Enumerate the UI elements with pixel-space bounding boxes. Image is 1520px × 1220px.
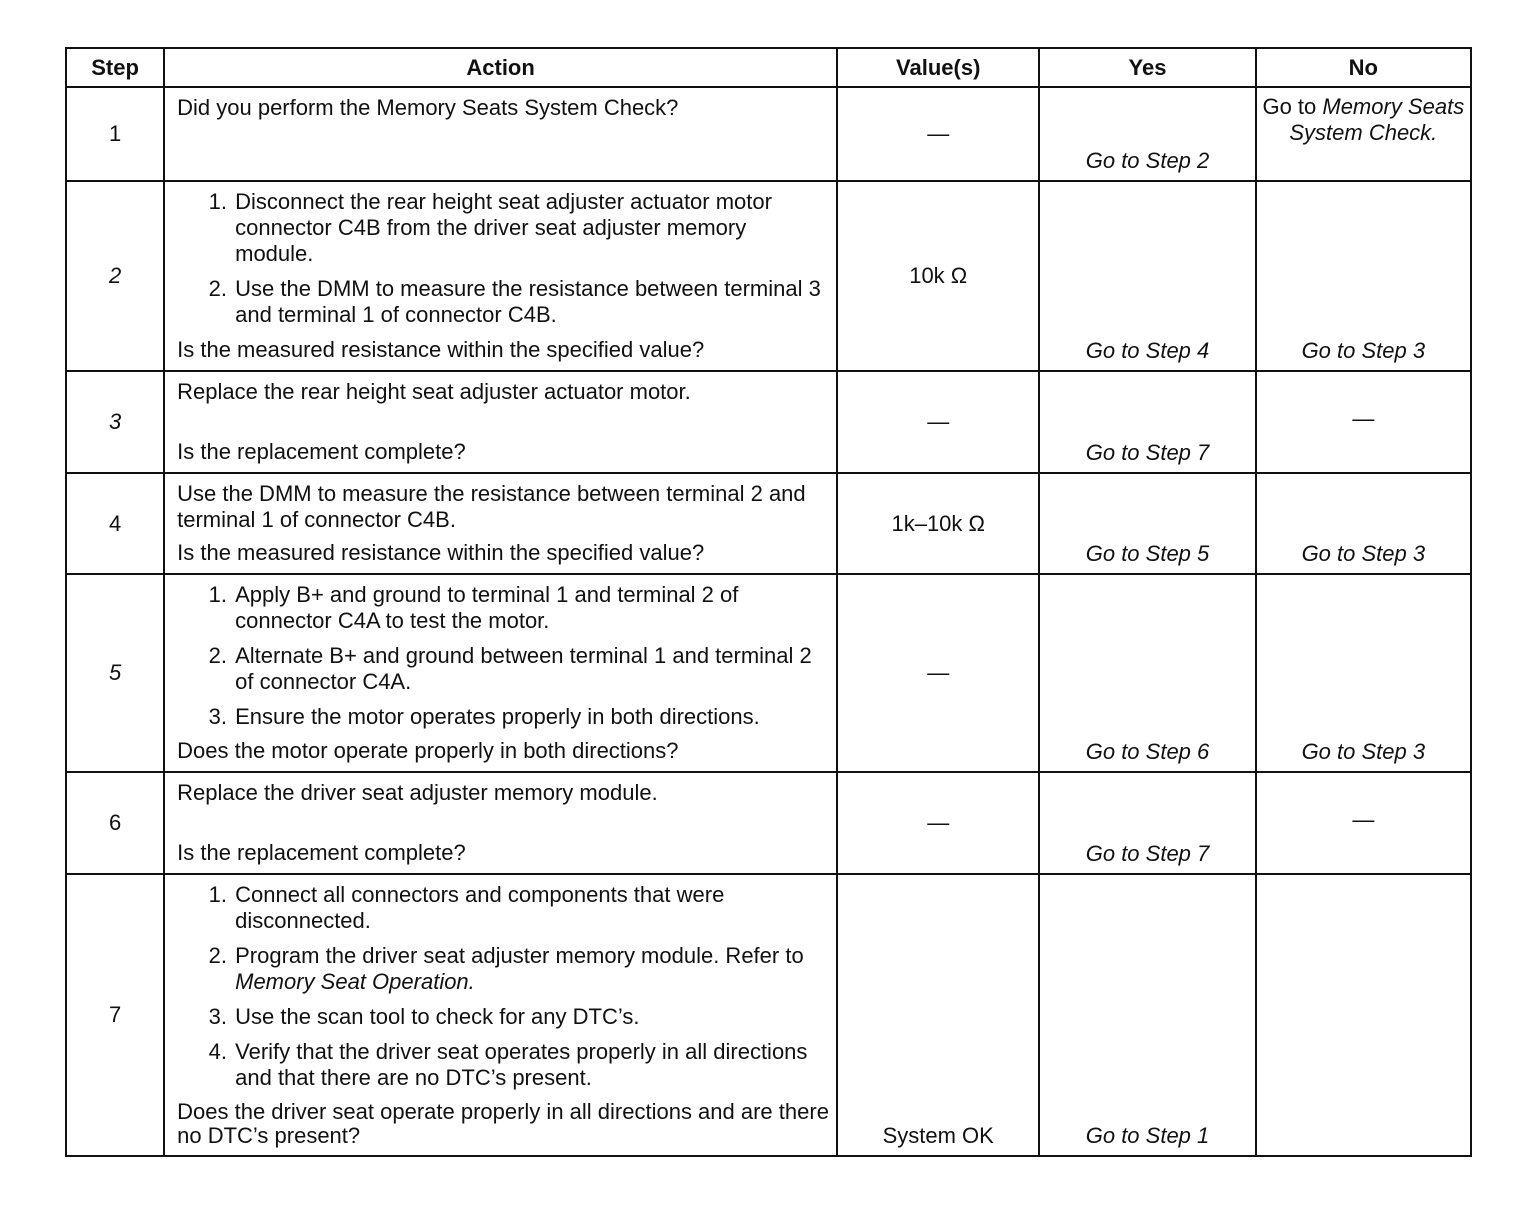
diagnostic-table — [65, 47, 1472, 1157]
step-number: 1 — [66, 87, 164, 181]
value-text: 1k–10k Ω — [891, 510, 985, 536]
yes-cell: Go to Step 2 — [1039, 87, 1255, 181]
value-text: 10k Ω — [909, 263, 968, 288]
action-question: Is the replacement complete? — [177, 439, 466, 464]
step-number: 4 — [66, 473, 164, 574]
action-cell — [164, 772, 837, 874]
header-no: No — [1256, 48, 1471, 87]
header-values: Value(s) — [837, 48, 1039, 87]
action-cell — [164, 473, 837, 574]
step-number: 2 — [66, 181, 164, 371]
yes-cell: Go to Step 5 — [1039, 473, 1255, 574]
action-question: Is the measured resistance within the specified value? — [177, 337, 705, 362]
header-action: Action — [164, 48, 837, 87]
action-step: 3. Ensure the motor operates properly in both directions. — [233, 704, 830, 730]
action-step: 3. Use the scan tool to check for any DTC’s. — [233, 1004, 830, 1030]
value-text: — — [927, 409, 950, 434]
yes-cell: Go to Step 1 — [1039, 874, 1255, 1156]
action-text: Did you perform the Memory Seats System Check? — [177, 95, 679, 120]
yes-cell: Go to Step 7 — [1039, 371, 1255, 473]
no-cell: Go to Step 3 — [1256, 574, 1471, 772]
action-step: 1. Apply B+ and ground to terminal 1 and terminal 2 of connector C4A to test the motor. — [233, 582, 830, 634]
value-text: System OK — [882, 1123, 994, 1148]
yes-cell: Go to Step 6 — [1039, 574, 1255, 772]
action-step: 1. Disconnect the rear height seat adjuster actuator motor connector C4B from the driver seat adjuster memory module. — [233, 189, 830, 267]
step-number: 3 — [66, 371, 164, 473]
action-question: Is the measured resistance within the specified value? — [177, 540, 705, 565]
step-number: 5 — [66, 574, 164, 772]
value-text: — — [927, 810, 950, 835]
table-row — [66, 772, 1471, 874]
table-row — [66, 371, 1471, 473]
value-cell — [837, 181, 1039, 371]
action-step: 4. Verify that the driver seat operates properly in all directions and that there are no DTC’s present. — [233, 1039, 830, 1091]
no-cell: — — [1256, 772, 1471, 874]
reference-link: Memory Seat Operation. — [235, 969, 475, 994]
action-step-text: Program the driver seat adjuster memory module. Refer to — [235, 943, 804, 968]
value-cell — [837, 473, 1039, 574]
value-cell — [837, 874, 1039, 1156]
yes-cell: Go to Step 4 — [1039, 181, 1255, 371]
value-cell — [837, 87, 1039, 181]
action-steps — [177, 582, 830, 730]
action-cell — [164, 574, 837, 772]
no-cell — [1256, 87, 1471, 181]
action-question: Does the driver seat operate properly in all directions and are there no DTC’s present? — [177, 1099, 829, 1148]
action-cell — [164, 87, 837, 181]
no-cell: Go to Step 3 — [1256, 181, 1471, 371]
action-step — [233, 943, 830, 995]
action-cell — [164, 371, 837, 473]
header-yes: Yes — [1039, 48, 1255, 87]
value-cell — [837, 371, 1039, 473]
action-steps — [177, 189, 830, 328]
step-number: 7 — [66, 874, 164, 1156]
action-cell — [164, 874, 837, 1156]
action-cell — [164, 181, 837, 371]
no-cell — [1256, 874, 1471, 1156]
action-step: 2. Alternate B+ and ground between terminal 1 and terminal 2 of connector C4A. — [233, 643, 830, 695]
no-cell: — — [1256, 371, 1471, 473]
table-row — [66, 181, 1471, 371]
action-text: Replace the rear height seat adjuster actuator motor. — [177, 379, 691, 404]
action-steps — [177, 882, 830, 1091]
table-row — [66, 874, 1471, 1156]
value-cell — [837, 772, 1039, 874]
table-row — [66, 473, 1471, 574]
no-link: Memory Seats System Check. — [1289, 94, 1465, 145]
action-step: 2. Use the DMM to measure the resistance between terminal 3 and terminal 1 of connector C4B. — [233, 276, 830, 328]
yes-cell: Go to Step 7 — [1039, 772, 1255, 874]
header-step: Step — [66, 48, 164, 87]
value-text: — — [927, 121, 950, 146]
table-row — [66, 87, 1471, 181]
action-text: Use the DMM to measure the resistance between terminal 2 and terminal 1 of connector C4B. — [177, 481, 806, 532]
step-number: 6 — [66, 772, 164, 874]
action-question: Is the replacement complete? — [177, 840, 466, 865]
no-cell: Go to Step 3 — [1256, 473, 1471, 574]
action-step: 1. Connect all connectors and components that were disconnected. — [233, 882, 830, 934]
action-text: Replace the driver seat adjuster memory module. — [177, 780, 658, 805]
table-row — [66, 574, 1471, 772]
action-question: Does the motor operate properly in both directions? — [177, 738, 679, 763]
header-row — [66, 48, 1471, 87]
value-text: — — [927, 660, 950, 685]
value-cell — [837, 574, 1039, 772]
no-prefix: Go to — [1262, 94, 1323, 119]
